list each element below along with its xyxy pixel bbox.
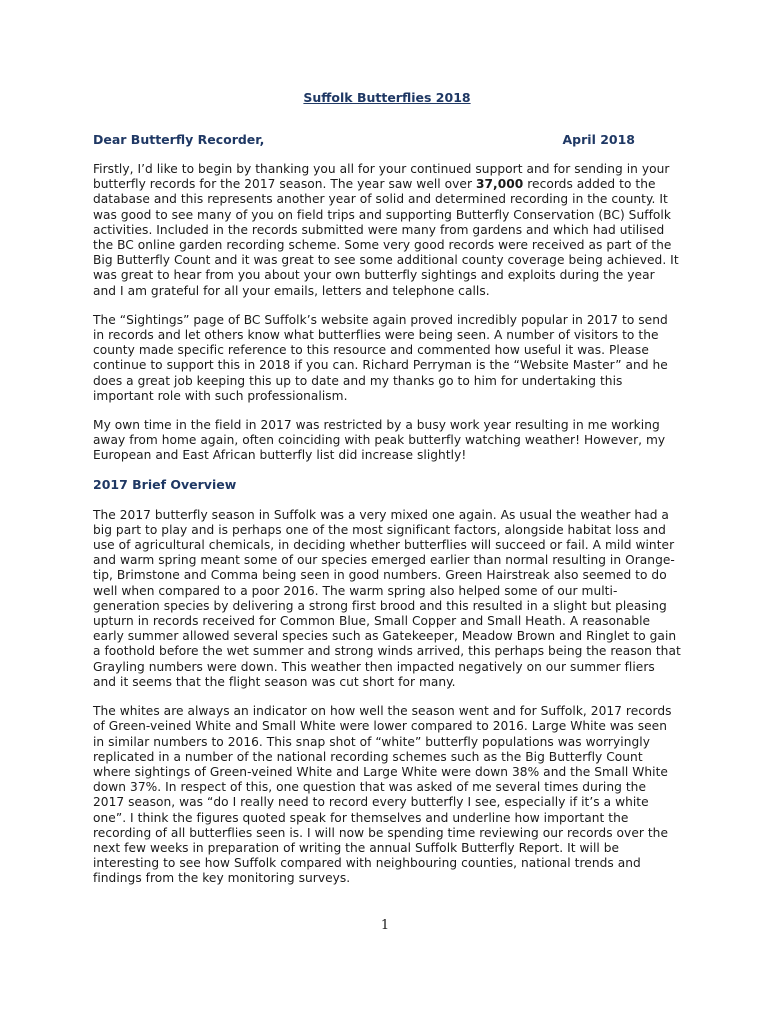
paragraph-intro xyxy=(93,162,681,299)
paragraph-whites: The whites are always an indicator on how well the season went and for Suffolk, 2017 records of Green-veined White and Small White were lower compared to 2016. Large White was seen in similar numbers to 2016. This snap shot of “white” butterfly populations was worryingly replicated in a number of the national recording schemes such as the Big Butterfly Count where sightings of Green-veined White and Large White were down 38% and the Small White down 37%. In respect of this, one question that was asked of me several times during the 2017 season, was “do I really need to record every butterfly I see, especially if it’s a white one”. I think the figures quoted speak for themselves and underline how important the recording of all butterflies seen is. I will now be spending time reviewing our records over the next few weeks in preparation of writing the annual Suffolk Butterfly Report. It will be interesting to see how Suffolk compared with neighbouring counties, national trends and findings from the key monitoring surveys. xyxy=(93,704,672,886)
paragraph-season: The 2017 butterfly season in Suffolk was a very mixed one again. As usual the weather had a big part to play and is perhaps one of the most significant factors, alongside habitat loss and use of agricultural chemicals, in deciding whether butterflies will succeed or fail. A mild winter and warm spring meant some of our species emerged earlier than normal resulting in Orange-tip, Brimstone and Comma being seen in good numbers. Green Hairstreak also seemed to do well when compared to a poor 2016. The warm spring also helped some of our multi-generation species by delivering a strong first brood and this resulted in a slight but pleasing upturn in records received for Common Blue, Small Copper and Small Heath. A reasonable early summer allowed several species such as Gatekeeper, Meadow Brown and Ringlet to gain a foothold before the wet summer and strong winds arrived, this perhaps being the reason that Grayling numbers were down. This weather then impacted negatively on our summer fliers and it seems that the flight season was cut short for many. xyxy=(93,507,681,689)
document-title: Suffolk Butterflies 2018 xyxy=(303,90,471,105)
paragraph-intro-part-a: Firstly, I’d like to begin by thanking you all for your continued support and for sending in your butterfly records for the 2017 season. The year saw well over xyxy=(93,162,670,192)
letter-page xyxy=(93,88,681,887)
page-number: 1 xyxy=(380,918,390,933)
salutation-row xyxy=(93,130,681,150)
records-count: 37,000 xyxy=(475,177,524,192)
letter-date: April 2018 xyxy=(562,132,635,147)
section-heading-overview: 2017 Brief Overview xyxy=(93,476,237,492)
paragraph-field-time: My own time in the field in 2017 was restricted by a busy work year resulting in me working away from home again, often coinciding with peak butterfly watching weather! However, my European and East African butterfly list did increase slightly! xyxy=(93,418,666,463)
paragraph-sightings: The “Sightings” page of BC Suffolk’s website again proved incredibly popular in 2017 to send in records and let others know what butterflies were being seen. A number of visitors to the county made specific reference to this resource and commented how useful it was. Please continue to support this in 2018 if you can. Richard Perryman is the “Website Master” and he does a great job keeping this up to date and my thanks go to him for undertaking this important role with such professionalism. xyxy=(93,312,668,403)
paragraph-intro-part-b: records added to the database and this represents another year of solid and determined recording in the county. It was good to see many of you on field trips and supporting Butterfly Conservation (BC) Suffolk activities. Included in the records submitted were many from gardens and which had utilised the BC online garden recording scheme. Some very good records were received as part of the Big Butterfly Count and it was great to see some additional county coverage being achieved. It was great to hear from you about your own butterfly sightings and exploits during the year and I am grateful for all your emails, letters and telephone calls. xyxy=(93,177,679,298)
salutation: Dear Butterfly Recorder, xyxy=(93,132,265,147)
